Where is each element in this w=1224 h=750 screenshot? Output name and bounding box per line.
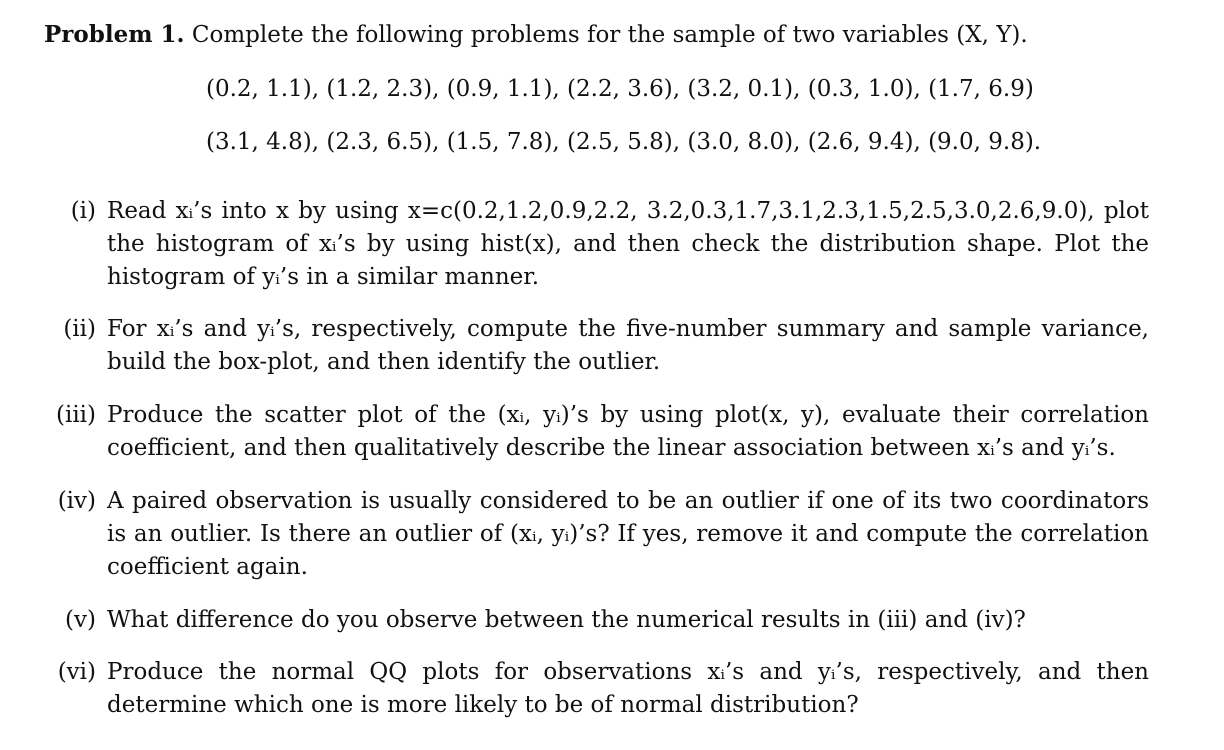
subproblem-number: (vi) — [57, 659, 96, 685]
subproblem-text: Produce the scatter plot of the (xᵢ, yᵢ)’s by using plot(x, y), evaluate their correlation coefficient, and then qualitatively describe the linear association between xᵢ’s and yᵢ’s. — [107, 402, 1149, 461]
subproblem-number: (i) — [70, 198, 96, 224]
subproblem-number: (ii) — [63, 316, 96, 342]
data-line-1: (0.2, 1.1), (1.2, 2.3), (0.9, 1.1), (2.2, 3.6), (3.2, 0.1), (0.3, 1.0), (1.7, 6.9) — [206, 76, 1034, 102]
subproblem-number: (v) — [65, 607, 96, 633]
subproblem-text: What difference do you observe between the numerical results in (iii) and (iv)? — [107, 607, 1026, 633]
subproblem-text: For xᵢ’s and yᵢ’s, respectively, compute the five-number summary and sample variance, build the box-plot, and then identify the outlier. — [107, 316, 1149, 375]
problem-label: Problem 1. — [44, 21, 185, 48]
problem-intro: Complete the following problems for the sample of two variables (X, Y). — [191, 22, 1028, 48]
data-line-2: (3.1, 4.8), (2.3, 6.5), (1.5, 7.8), (2.5, 5.8), (3.0, 8.0), (2.6, 9.4), (9.0, 9.8). — [206, 129, 1042, 155]
subproblem-number: (iii) — [55, 402, 96, 428]
subproblem-number: (iv) — [57, 488, 96, 514]
subproblem-text: Read xᵢ’s into x by using x=c(0.2,1.2,0.9,2.2, 3.2,0.3,1.7,3.1,2.3,1.5,2.5,3.0,2.6,9.0), plot the histogram of xᵢ’s by using hist(x), and then check the distribution shape. Plot the histogram of yᵢ’s in a similar manner. — [107, 198, 1149, 290]
problem-header — [44, 18, 1028, 52]
subproblem-text: A paired observation is usually considered to be an outlier if one of its two coordinators is an outlier. Is there an outlier of (xᵢ, yᵢ)’s? If yes, remove it and compute the correlation coefficient again. — [107, 488, 1149, 580]
subproblem-text: Produce the normal QQ plots for observations xᵢ’s and yᵢ’s, respectively, and then determine which one is more likely to be of normal distribution? — [107, 659, 1149, 718]
